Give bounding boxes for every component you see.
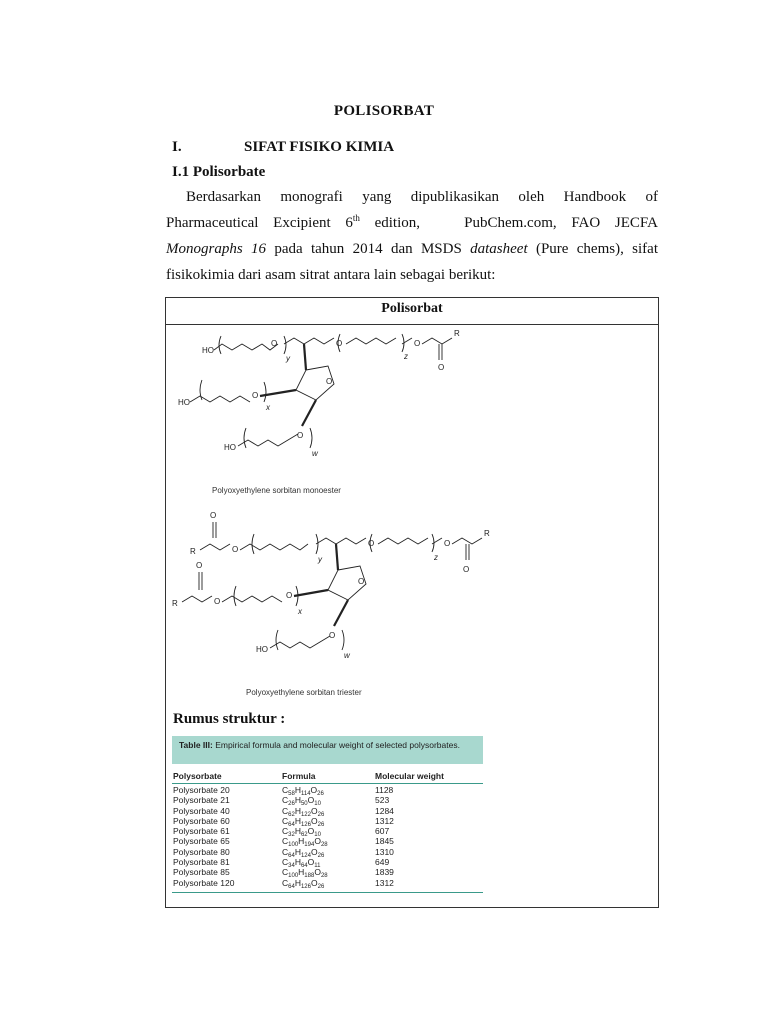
polysorbate-name: Polysorbate 21 [173, 795, 230, 806]
table-row [172, 836, 483, 849]
formula-element: H [294, 805, 301, 816]
polysorbate-name: Polysorbate 61 [173, 826, 230, 837]
formula-element: O [314, 836, 321, 847]
empirical-formula [282, 806, 324, 816]
table-body [172, 785, 483, 888]
svg-text:R: R [484, 529, 490, 538]
page-title: POLISORBAT [333, 103, 435, 119]
molecular-weight: 1284 [375, 805, 394, 816]
formula-element: O [310, 815, 318, 826]
formula-subscript: 126 [300, 883, 311, 890]
formula-element: O [310, 805, 318, 816]
svg-text:O: O [286, 591, 293, 600]
formula-subscript: 64 [288, 821, 295, 828]
s1-ho-top: HO [202, 346, 214, 355]
ordinal-superscript: th [352, 213, 360, 223]
formula-element: O [310, 785, 318, 795]
paragraph-line-2a: Pharmaceutical Excipient 6 [166, 215, 353, 231]
svg-text:w: w [312, 449, 318, 458]
svg-text:w: w [344, 651, 350, 660]
table-row [172, 867, 483, 880]
formula-subscript: 10 [314, 801, 321, 808]
formula-element: C [282, 877, 289, 888]
svg-text:O: O [368, 539, 375, 548]
formula-element: O [314, 867, 321, 878]
header-molecular-weight: Molecular weight [375, 771, 444, 781]
molecular-weight: 1312 [375, 877, 394, 888]
formula-element: H [298, 867, 305, 878]
formula-subscript: 26 [317, 791, 324, 797]
paragraph-line-1: Berdasarkan monografi yang dipublikasikan oleh Handbook of [186, 189, 658, 205]
subsection-title: I.1 Polisorbate [172, 164, 266, 180]
section-number: I. [172, 139, 182, 155]
formula-element: H [294, 846, 301, 857]
table-row [172, 806, 483, 816]
monoester-structure [178, 329, 460, 458]
formula-element: C [282, 785, 289, 795]
paragraph-line-2b: edition, PubChem.com, FAO JECFA [359, 215, 658, 231]
table-row [172, 795, 483, 808]
table-row [172, 847, 483, 857]
formula-element: H [294, 826, 301, 837]
molecular-weight: 1845 [375, 836, 394, 847]
formula-subscript: 100 [288, 842, 299, 849]
polysorbate-name: Polysorbate 60 [173, 815, 230, 826]
formula-subscript: 194 [304, 842, 315, 849]
formula-subscript: 34 [288, 863, 295, 870]
svg-text:x: x [266, 403, 270, 412]
formula-subscript: 28 [320, 873, 328, 880]
empirical-formula [282, 785, 324, 795]
polysorbate-name: Polysorbate 120 [173, 877, 235, 888]
svg-text:R: R [190, 547, 196, 556]
polysorbate-name: Polysorbate 20 [173, 785, 230, 795]
formula-element: C [282, 846, 289, 857]
molecular-weight: 1839 [375, 867, 394, 878]
empirical-formula [282, 847, 324, 857]
formula-subscript: 10 [314, 832, 321, 839]
paragraph-line-3 [166, 236, 658, 262]
triester-caption: Polyoxyethylene sorbitan triester [246, 688, 362, 697]
molecular-weight: 1310 [375, 846, 394, 857]
formula-subscript: 124 [300, 852, 311, 859]
formula-element: H [298, 836, 305, 847]
table-caption-text: Empirical formula and molecular weight of selected polysorbates. [212, 740, 460, 750]
polysorbate-name: Polysorbate 81 [173, 857, 230, 868]
formula-element: C [282, 867, 289, 878]
svg-text:O: O [196, 561, 203, 570]
paragraph-line-3c: datasheet [470, 241, 528, 257]
empirical-formula [282, 878, 324, 888]
structure-drawings [166, 298, 658, 708]
molecular-weight: 523 [375, 795, 390, 806]
svg-text:O: O [214, 597, 221, 606]
formula-subscript: 26 [317, 811, 325, 818]
formula-subscript: 26 [317, 883, 325, 890]
formula-element: O [310, 846, 318, 857]
formula-subscript: 11 [314, 863, 321, 870]
formula-element: H [294, 815, 301, 826]
formula-subscript: 126 [300, 821, 311, 828]
formula-subscript: 122 [300, 811, 311, 818]
formula-element: O [307, 857, 315, 868]
polysorbate-table [172, 736, 483, 906]
svg-text:O: O [210, 511, 217, 520]
svg-text:HO: HO [224, 443, 236, 452]
empirical-formula [282, 816, 324, 826]
header-polysorbate: Polysorbate [173, 771, 222, 781]
table-row [172, 857, 483, 870]
molecular-weight: 1312 [375, 815, 394, 826]
svg-text:O: O [438, 363, 445, 372]
formula-subscript: 64 [288, 883, 295, 890]
table-row [172, 878, 483, 888]
box-title: Polisorbat [381, 301, 443, 316]
molecular-weight: 607 [375, 826, 390, 837]
svg-text:HO: HO [256, 645, 268, 654]
intro-paragraph [166, 184, 658, 288]
table-row [172, 816, 483, 826]
table-header [172, 771, 483, 784]
formula-subscript: 62 [288, 811, 295, 818]
svg-text:O: O [329, 631, 336, 640]
table-row [172, 785, 483, 795]
polisorbat-box [165, 297, 659, 908]
svg-text:O: O [444, 539, 451, 548]
formula-subscript: 100 [288, 873, 299, 880]
molecular-weight: 1128 [375, 785, 394, 795]
svg-text:O: O [271, 339, 278, 348]
empirical-formula [282, 857, 321, 870]
section-title: SIFAT FISIKO KIMIA [244, 139, 395, 155]
formula-element: C [282, 795, 289, 806]
svg-text:HO: HO [178, 398, 190, 407]
triester-structure [172, 511, 490, 660]
formula-subscript: 64 [288, 852, 295, 859]
paragraph-line-4: fisikokimia dari asam sitrat antara lain sebagai berikut: [166, 267, 496, 283]
formula-element: H [294, 795, 301, 806]
formula-element: H [294, 785, 301, 795]
formula-subscript: 28 [320, 842, 328, 849]
monoester-caption: Polyoxyethylene sorbitan monoester [212, 486, 341, 495]
paragraph-line-3a: Monographs 16 [166, 241, 266, 257]
paragraph-line-3d: (Pure chems), sifat [527, 241, 658, 257]
molecular-weight: 649 [375, 857, 390, 868]
formula-element: C [282, 805, 289, 816]
empirical-formula [282, 826, 321, 839]
table-row [172, 826, 483, 839]
formula-subscript: 26 [288, 801, 295, 808]
formula-element: O [307, 795, 315, 806]
table-bottom-rule [172, 892, 483, 893]
rumus-struktur-label: Rumus struktur : [173, 711, 286, 727]
svg-text:R: R [172, 599, 178, 608]
formula-subscript: 58 [288, 791, 295, 797]
svg-text:O: O [358, 577, 365, 586]
svg-text:O: O [326, 377, 333, 386]
empirical-formula [282, 795, 321, 808]
formula-element: C [282, 836, 289, 847]
formula-subscript: 26 [317, 852, 325, 859]
svg-text:z: z [434, 553, 438, 562]
formula-element: O [310, 877, 318, 888]
paragraph-line-3b: pada tahun 2014 dan MSDS [266, 241, 471, 257]
svg-text:R: R [454, 329, 460, 338]
polysorbate-name: Polysorbate 80 [173, 846, 230, 857]
formula-element: O [307, 826, 315, 837]
svg-text:O: O [336, 339, 343, 348]
formula-subscript: 62 [300, 832, 308, 839]
formula-subscript: 64 [300, 863, 308, 870]
formula-subscript: 50 [300, 801, 308, 808]
paragraph-line-2 [166, 210, 658, 236]
formula-subscript: 26 [317, 821, 325, 828]
empirical-formula [282, 867, 328, 880]
svg-text:z: z [404, 352, 408, 361]
formula-element: C [282, 815, 289, 826]
polysorbate-name: Polysorbate 65 [173, 836, 230, 847]
polysorbate-name: Polysorbate 40 [173, 805, 230, 816]
formula-element: C [282, 857, 289, 868]
formula-subscript: 32 [288, 832, 295, 839]
formula-element: H [294, 877, 301, 888]
table-caption-bold: Table III: [179, 740, 213, 750]
svg-text:O: O [297, 431, 304, 440]
header-formula: Formula [282, 771, 316, 781]
svg-text:O: O [232, 545, 239, 554]
empirical-formula [282, 836, 328, 849]
svg-text:O: O [414, 339, 421, 348]
formula-element: H [294, 857, 301, 868]
svg-text:y: y [286, 354, 290, 363]
svg-text:x: x [298, 607, 302, 616]
formula-subscript: 188 [304, 873, 315, 880]
svg-text:O: O [463, 565, 470, 574]
polysorbate-name: Polysorbate 85 [173, 867, 230, 878]
formula-element: C [282, 826, 289, 837]
svg-text:y: y [318, 555, 322, 564]
table-caption [172, 736, 483, 764]
svg-text:O: O [252, 391, 259, 400]
formula-subscript: 114 [300, 791, 311, 797]
